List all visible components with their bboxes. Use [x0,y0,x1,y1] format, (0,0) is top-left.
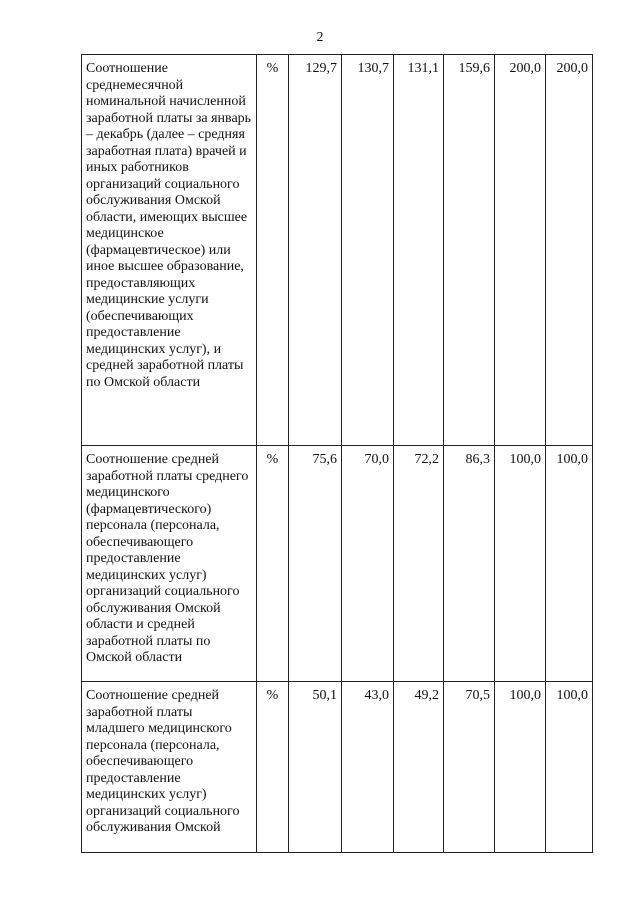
table-row [82,55,593,446]
unit-cell: % [257,682,289,853]
value-cell: 70,5 [444,682,495,853]
value-cell: 130,7 [342,55,394,446]
value-cell: 129,7 [289,55,342,446]
value-cell: 50,1 [289,682,342,853]
value-cell: 43,0 [342,682,394,853]
value-cell: 72,2 [394,446,444,682]
indicator-cell: Соотношение среднемесячной номинальной начисленной заработной платы за январь – декабрь (далее – средняя заработная плата) врачей и иных работников организаций социального обслуживания Омской области, имеющих высшее медицинское (фармацевтическое) или иное высшее образование, предоставляющих медицинские услуги (обеспечивающих предоставление медицинских услуг), и средней заработной платы по Омской области [82,55,257,446]
indicators-table [81,54,593,853]
value-cell: 86,3 [444,446,495,682]
value-cell: 100,0 [546,682,593,853]
value-cell: 75,6 [289,446,342,682]
value-cell: 100,0 [495,446,546,682]
value-cell: 100,0 [495,682,546,853]
indicator-cell: Соотношение средней заработной платы младшего медицинского персонала (персонала, обеспечивающего предоставление медицинских услуг) организаций социального обслуживания Омской [82,682,257,853]
value-cell: 131,1 [394,55,444,446]
value-cell: 49,2 [394,682,444,853]
table-row [82,682,593,853]
indicator-cell: Соотношение средней заработной платы среднего медицинского (фармацевтического) персонала (персонала, обеспечивающего предоставление медицинских услуг) организаций социального обслуживания Омской области и средней заработной платы по Омской области [82,446,257,682]
value-cell: 200,0 [495,55,546,446]
unit-cell: % [257,55,289,446]
value-cell: 100,0 [546,446,593,682]
table-row [82,446,593,682]
value-cell: 200,0 [546,55,593,446]
value-cell: 159,6 [444,55,495,446]
page-number: 2 [316,30,324,45]
unit-cell: % [257,446,289,682]
value-cell: 70,0 [342,446,394,682]
